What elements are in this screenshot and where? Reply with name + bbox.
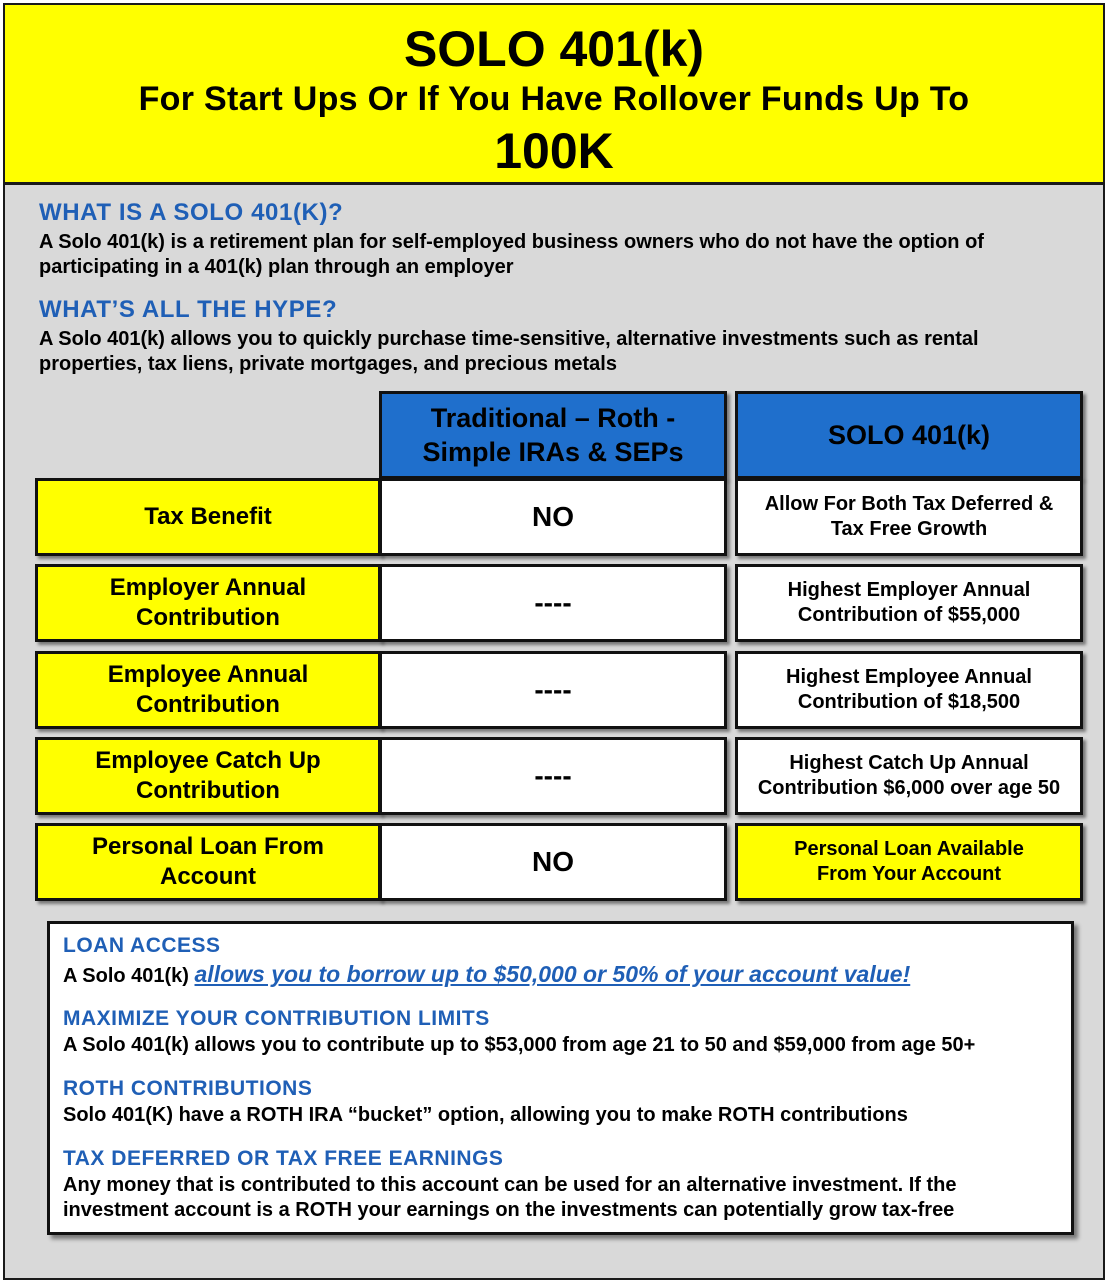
row-label-catch-up: Employee Catch Up Contribution xyxy=(35,737,381,815)
roth-heading: ROTH CONTRIBUTIONS xyxy=(63,1077,313,1100)
row-label-employer-contribution: Employer Annual Contribution xyxy=(35,564,381,642)
row-label-tax-benefit: Tax Benefit xyxy=(35,478,381,556)
roth-text: Solo 401(K) have a ROTH IRA “bucket” option, allowing you to make ROTH contributions xyxy=(63,1104,908,1126)
loan-access-heading: LOAN ACCESS xyxy=(63,934,221,957)
what-is-text: A Solo 401(k) is a retirement plan for self-employed business owners who do not have the option of participating in a 401(k) plan through an employer xyxy=(39,231,984,278)
hype-text: A Solo 401(k) allows you to quickly purchase time-sensitive, alternative investments such as rental properties, tax liens, private mortgages, and precious metals xyxy=(39,328,979,375)
solo-employer-contribution: Highest Employer Annual Contribution of $55,000 xyxy=(735,564,1083,642)
contribution-limits-text: A Solo 401(k) allows you to contribute up to $53,000 from age 21 to 50 and $59,000 from age 50+ xyxy=(63,1034,976,1056)
traditional-catch-up: ---- xyxy=(379,737,727,815)
rollover-amount: 100K xyxy=(494,123,614,179)
title-banner xyxy=(5,5,1103,185)
traditional-personal-loan: NO xyxy=(379,823,727,901)
row-label-personal-loan: Personal Loan From Account xyxy=(35,823,381,901)
solo-tax-benefit: Allow For Both Tax Deferred & Tax Free Growth xyxy=(735,478,1083,556)
earnings-heading: TAX DEFERRED OR TAX FREE EARNINGS xyxy=(63,1147,504,1170)
solo-personal-loan: Personal Loan Available From Your Account xyxy=(735,823,1083,901)
solo-catch-up: Highest Catch Up Annual Contribution $6,000 over age 50 xyxy=(735,737,1083,815)
infographic-frame xyxy=(3,3,1105,1280)
hype-heading: WHAT’S ALL THE HYPE? xyxy=(39,296,338,323)
row-label-employee-contribution: Employee Annual Contribution xyxy=(35,651,381,729)
column-header-traditional: Traditional – Roth - Simple IRAs & SEPs xyxy=(379,391,727,479)
column-header-solo: SOLO 401(k) xyxy=(735,391,1083,479)
what-is-heading: WHAT IS A SOLO 401(K)? xyxy=(39,199,344,226)
loan-access-prefix: A Solo 401(k) xyxy=(63,965,195,987)
page-title: SOLO 401(k) xyxy=(403,21,705,77)
contribution-limits-heading: MAXIMIZE YOUR CONTRIBUTION LIMITS xyxy=(63,1007,490,1030)
traditional-employer-contribution: ---- xyxy=(379,564,727,642)
loan-access-text xyxy=(63,962,1053,989)
earnings-text: Any money that is contributed to this account can be used for an alternative investment. If the investment account is a ROTH your earnings on the investments can potentially grow tax-free xyxy=(63,1174,957,1221)
traditional-tax-benefit: NO xyxy=(379,478,727,556)
solo-employee-contribution: Highest Employee Annual Contribution of $18,500 xyxy=(735,651,1083,729)
page-subtitle: For Start Ups Or If You Have Rollover Funds Up To xyxy=(138,80,970,118)
traditional-employee-contribution: ---- xyxy=(379,651,727,729)
benefits-panel xyxy=(47,921,1074,1235)
loan-access-emphasis: allows you to borrow up to $50,000 or 50% of your account value! xyxy=(194,961,911,987)
